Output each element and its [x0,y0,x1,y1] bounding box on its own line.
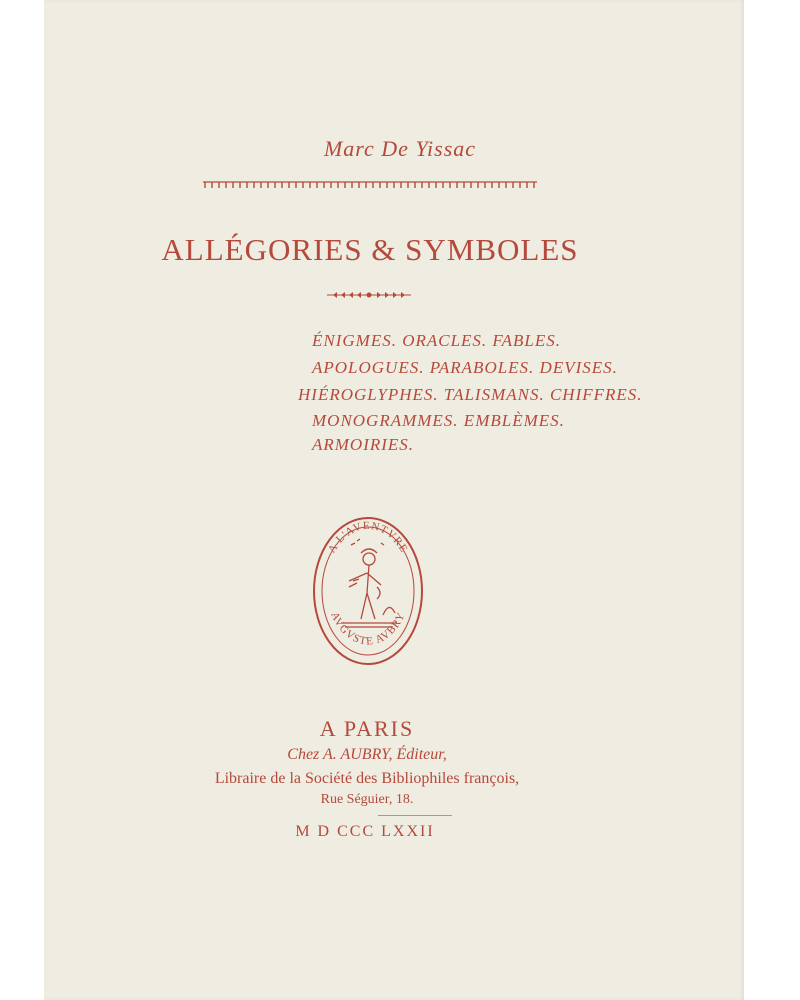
subject-line: ÉNIGMES. ORACLES. FABLES. [312,331,561,350]
subject-line: APOLOGUES. PARABOLES. DEVISES. [312,358,618,377]
book-title: ALLÉGORIES & SYMBOLES [161,232,579,267]
svg-text:A L'AVENTVRE [326,520,410,555]
sower-figure-icon [341,539,397,627]
seal-motto: A L'AVENTVRE [325,519,411,556]
subject-line: MONOGRAMMES. EMBLÈMES. [312,411,565,430]
subject-line: ARMOIRIES. [312,435,415,454]
imprint-address: Rue Séguier, 18. [320,792,414,807]
imprint-divider [378,815,452,816]
imprint-society: Libraire de la Société des Bibliophiles françois, [214,770,520,787]
author-name: Marc De Yissac [323,136,477,161]
imprint-publisher: Chez A. AUBRY, Éditeur, [287,746,447,763]
ornament-flourish [327,289,411,301]
decorative-rule [203,180,537,190]
imprint-year: M D CCC LXXII [295,823,435,840]
imprint-city: A PARIS [319,716,415,741]
subject-line: HIÉROGLYPHES. TALISMANS. CHIFFRES. [298,385,643,404]
publisher-seal [311,515,425,667]
seal-name: AVGVSTE AVBRY [328,610,408,648]
